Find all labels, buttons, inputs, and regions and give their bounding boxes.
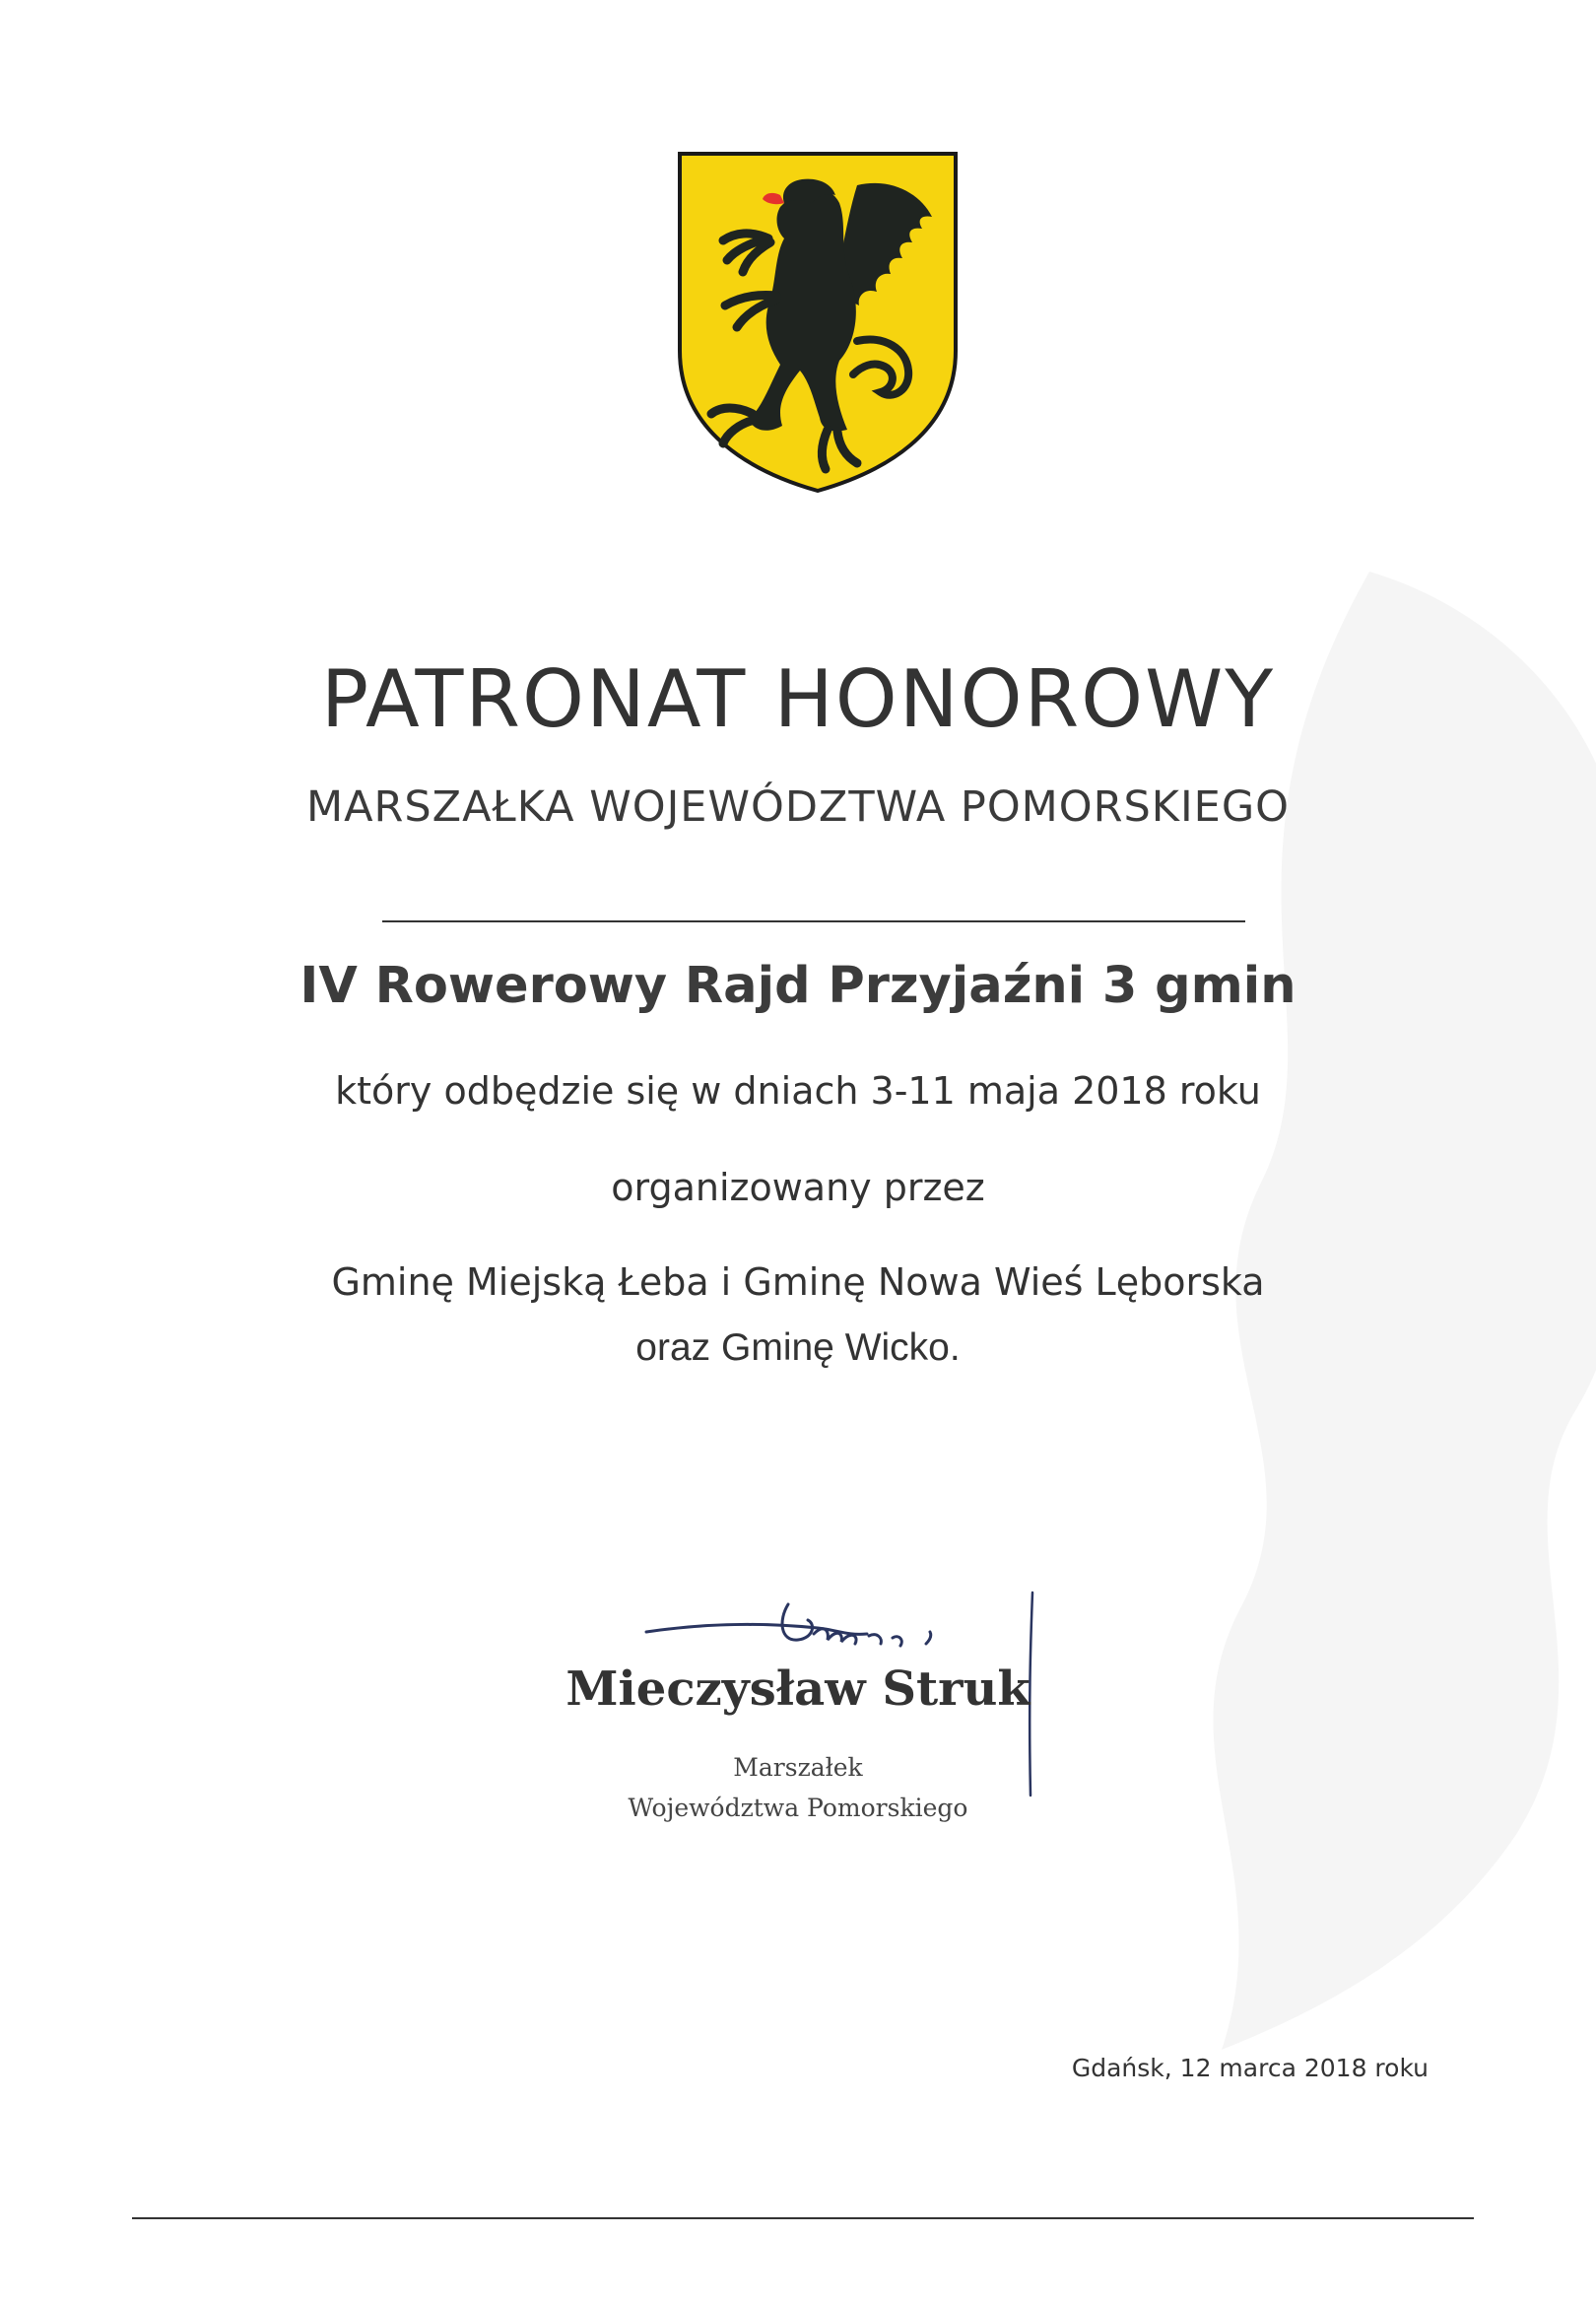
organizers-line-2: oraz Gminę Wicko.: [635, 1326, 961, 1369]
document-title: PATRONAT HONOROWY: [320, 653, 1276, 745]
event-dates: który odbędzie się w dniach 3-11 maja 2018 roku: [335, 1069, 1261, 1113]
signatory-role-line-2: Województwa Pomorskiego: [628, 1794, 968, 1822]
signatory-role-line-1: Marszałek: [733, 1753, 863, 1782]
organized-by-label: organizowany przez: [611, 1166, 985, 1209]
divider-bottom: [132, 2217, 1474, 2219]
signatory-name: Mieczysław Struk: [565, 1661, 1031, 1717]
coat-of-arms-icon: [674, 148, 962, 495]
organizers-line-1: Gminę Miejską Łeba i Gminę Nowa Wieś Lęborska: [331, 1260, 1265, 1304]
event-name: IV Rowerowy Rajd Przyjaźni 3 gmin: [299, 957, 1297, 1015]
place-and-date: Gdańsk, 12 marca 2018 roku: [1071, 2054, 1429, 2082]
document-subtitle: MARSZAŁKA WOJEWÓDZTWA POMORSKIEGO: [305, 782, 1291, 832]
divider-top: [382, 920, 1245, 922]
